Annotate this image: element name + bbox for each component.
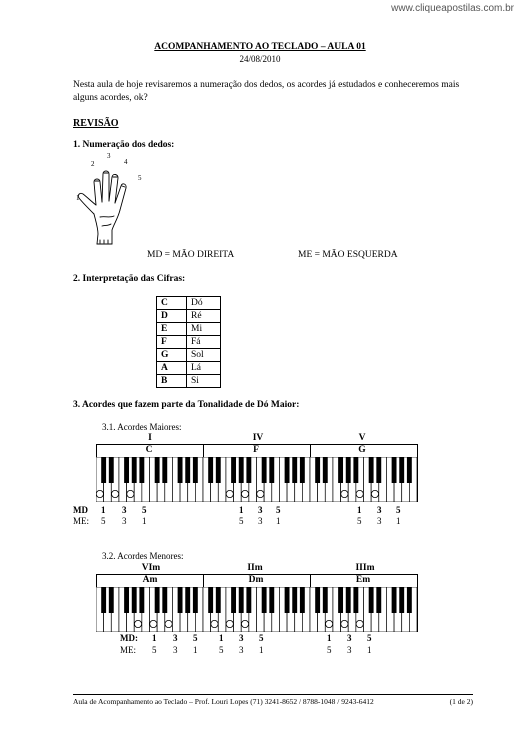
black-key xyxy=(338,457,343,483)
finger-number: 5 xyxy=(142,505,147,515)
table-row: G Sol xyxy=(157,349,221,362)
black-key xyxy=(399,587,404,613)
chord-tone-marker xyxy=(165,620,172,627)
black-key xyxy=(246,587,251,613)
black-key xyxy=(162,457,167,483)
degree-label: V xyxy=(358,433,366,443)
black-key xyxy=(353,587,358,613)
black-key xyxy=(231,457,236,483)
finger-number: 3 xyxy=(122,516,127,526)
black-key xyxy=(369,587,374,613)
finger-number: 1 xyxy=(239,505,244,515)
degree-label: I xyxy=(148,433,152,443)
finger-number-5: 5 xyxy=(138,174,142,182)
degree-label: IIIm xyxy=(355,563,375,573)
black-key xyxy=(239,587,244,613)
chord-tone-marker xyxy=(356,490,363,497)
chord-tone-marker xyxy=(226,620,233,627)
black-key xyxy=(285,587,290,613)
chord-tone-marker xyxy=(356,620,363,627)
finger-number: 5 xyxy=(367,633,372,643)
md-legend: MD = MÃO DIREITA xyxy=(147,250,235,260)
chord-tone-marker xyxy=(226,490,233,497)
black-key xyxy=(346,457,351,483)
finger-number: 3 xyxy=(377,505,382,515)
page-number: (1 de 2) xyxy=(449,697,473,706)
finger-number: 3 xyxy=(258,505,263,515)
black-key xyxy=(315,457,320,483)
black-key xyxy=(239,457,244,483)
finger-number: 5 xyxy=(276,505,281,515)
black-key xyxy=(315,587,320,613)
minor-keyboard xyxy=(96,587,418,632)
section3-heading: 3. Acordes que fazem parte da Tonalidade de Dó Maior: xyxy=(73,400,300,410)
black-key xyxy=(407,587,412,613)
black-key xyxy=(208,587,213,613)
black-key xyxy=(346,587,351,613)
finger-number-3: 3 xyxy=(107,152,111,160)
finger-number: 1 xyxy=(327,633,332,643)
finger-number: 1 xyxy=(101,505,106,515)
chord-tone-marker xyxy=(127,490,134,497)
black-key xyxy=(193,457,198,483)
black-key xyxy=(292,457,297,483)
black-key xyxy=(269,587,274,613)
black-key xyxy=(369,457,374,483)
black-key xyxy=(323,457,328,483)
chord-tone-marker xyxy=(134,620,141,627)
chord-tone-marker xyxy=(341,620,348,627)
finger-number: 1 xyxy=(396,516,401,526)
finger-number: 1 xyxy=(367,645,372,655)
chord-tone-marker xyxy=(112,490,119,497)
page-title: ACOMPANHAMENTO AO TECLADO – AULA 01 xyxy=(154,42,366,52)
black-key xyxy=(139,587,144,613)
black-key xyxy=(185,587,190,613)
black-key xyxy=(300,587,305,613)
chord-tone-marker xyxy=(241,620,248,627)
me-row-label: ME: xyxy=(73,516,90,526)
finger-number: 3 xyxy=(173,645,178,655)
chord-tone-marker xyxy=(341,490,348,497)
chord-tone-marker xyxy=(150,620,157,627)
black-key xyxy=(399,457,404,483)
black-key xyxy=(353,457,358,483)
me-row-label: ME: xyxy=(120,645,137,655)
black-key xyxy=(246,457,251,483)
black-key xyxy=(155,587,160,613)
table-row: C Dó xyxy=(157,297,221,310)
black-key xyxy=(155,457,160,483)
finger-number: 3 xyxy=(347,633,352,643)
black-key xyxy=(338,587,343,613)
finger-number: 1 xyxy=(142,516,147,526)
finger-number: 5 xyxy=(327,645,332,655)
black-key xyxy=(132,457,137,483)
finger-number: 1 xyxy=(152,633,157,643)
black-key xyxy=(392,457,397,483)
black-key xyxy=(185,457,190,483)
finger-number: 1 xyxy=(357,505,362,515)
chord-label-g: G xyxy=(358,445,366,455)
black-key xyxy=(139,457,144,483)
hand-illustration xyxy=(72,152,154,250)
finger-number-4: 4 xyxy=(124,158,128,166)
finger-number: 1 xyxy=(193,645,198,655)
black-key xyxy=(376,457,381,483)
black-key xyxy=(285,457,290,483)
black-key xyxy=(392,587,397,613)
chord-tone-marker xyxy=(96,490,103,497)
section2-heading: 2. Interpretação das Cifras: xyxy=(73,274,186,284)
black-key xyxy=(216,457,221,483)
chord-label-c: C xyxy=(145,445,153,455)
black-key xyxy=(231,587,236,613)
black-key xyxy=(178,587,183,613)
md-row-label: MD: xyxy=(120,633,138,643)
table-row: B Si xyxy=(157,375,221,388)
black-key xyxy=(162,587,167,613)
finger-number: 5 xyxy=(239,516,244,526)
table-row: A Lá xyxy=(157,362,221,375)
finger-number: 5 xyxy=(193,633,198,643)
finger-number: 3 xyxy=(347,645,352,655)
finger-number: 1 xyxy=(259,645,264,655)
table-row: D Ré xyxy=(157,310,221,323)
cifras-table xyxy=(156,296,221,388)
finger-number: 3 xyxy=(377,516,382,526)
black-key xyxy=(208,457,213,483)
section1-heading: 1. Numeração dos dedos: xyxy=(73,140,175,150)
degree-label: IIm xyxy=(247,563,263,573)
major-keyboard xyxy=(96,457,418,502)
watermark: www.cliqueapostilas.com.br xyxy=(391,3,514,14)
black-key xyxy=(262,587,267,613)
chord-tone-marker xyxy=(257,490,264,497)
finger-number: 3 xyxy=(239,645,244,655)
finger-number: 3 xyxy=(258,516,263,526)
chord-label-f: F xyxy=(253,445,259,455)
black-key xyxy=(109,587,114,613)
finger-number: 5 xyxy=(259,633,264,643)
review-heading: REVISÃO xyxy=(73,118,119,129)
finger-number-2: 2 xyxy=(91,160,95,168)
finger-number: 1 xyxy=(276,516,281,526)
footer-divider xyxy=(73,694,473,695)
black-key xyxy=(132,587,137,613)
black-key xyxy=(193,587,198,613)
black-key xyxy=(178,457,183,483)
chord-tone-marker xyxy=(211,620,218,627)
chord-label-em: Em xyxy=(355,575,371,585)
black-key xyxy=(262,457,267,483)
black-key xyxy=(376,587,381,613)
black-key xyxy=(269,457,274,483)
degree-label: IV xyxy=(252,433,264,443)
black-key xyxy=(300,457,305,483)
finger-number: 5 xyxy=(219,645,224,655)
finger-number: 5 xyxy=(152,645,157,655)
black-key xyxy=(109,457,114,483)
black-key xyxy=(407,457,412,483)
minor-subheading: 3.2. Acordes Menores: xyxy=(102,551,184,561)
md-row-label: MD xyxy=(73,505,88,515)
chord-label-dm: Dm xyxy=(248,575,264,585)
black-key xyxy=(124,587,129,613)
intro-paragraph: Nesta aula de hoje revisaremos a numeração dos dedos, os acordes já estudados e conheceremos mais alguns acordes, ok? xyxy=(73,80,460,103)
black-key xyxy=(124,457,129,483)
chord-label-am: Am xyxy=(142,575,158,585)
finger-number: 3 xyxy=(122,505,127,515)
footer-text: Aula de Acompanhamento ao Teclado – Prof. Louri Lopes (71) 3241-8652 / 8788-1048 / 9243-6412 xyxy=(73,697,374,706)
finger-number: 5 xyxy=(396,505,401,515)
finger-number: 5 xyxy=(357,516,362,526)
chord-tone-marker xyxy=(326,620,333,627)
footer xyxy=(73,697,473,706)
me-legend: ME = MÃO ESQUERDA xyxy=(298,250,398,260)
finger-number: 3 xyxy=(239,633,244,643)
table-row: F Fá xyxy=(157,336,221,349)
black-key xyxy=(101,587,106,613)
black-key xyxy=(323,587,328,613)
degree-label: VIm xyxy=(141,563,161,573)
finger-number: 1 xyxy=(219,633,224,643)
black-key xyxy=(216,587,221,613)
black-key xyxy=(292,587,297,613)
table-row: E Mi xyxy=(157,323,221,336)
chord-tone-marker xyxy=(371,490,378,497)
major-subheading: 3.1. Acordes Maiores: xyxy=(102,422,182,432)
finger-number: 5 xyxy=(101,516,106,526)
black-key xyxy=(101,457,106,483)
finger-number: 3 xyxy=(173,633,178,643)
page-date: 24/08/2010 xyxy=(239,54,281,64)
finger-number-1: 1 xyxy=(76,194,80,202)
chord-tone-marker xyxy=(241,490,248,497)
